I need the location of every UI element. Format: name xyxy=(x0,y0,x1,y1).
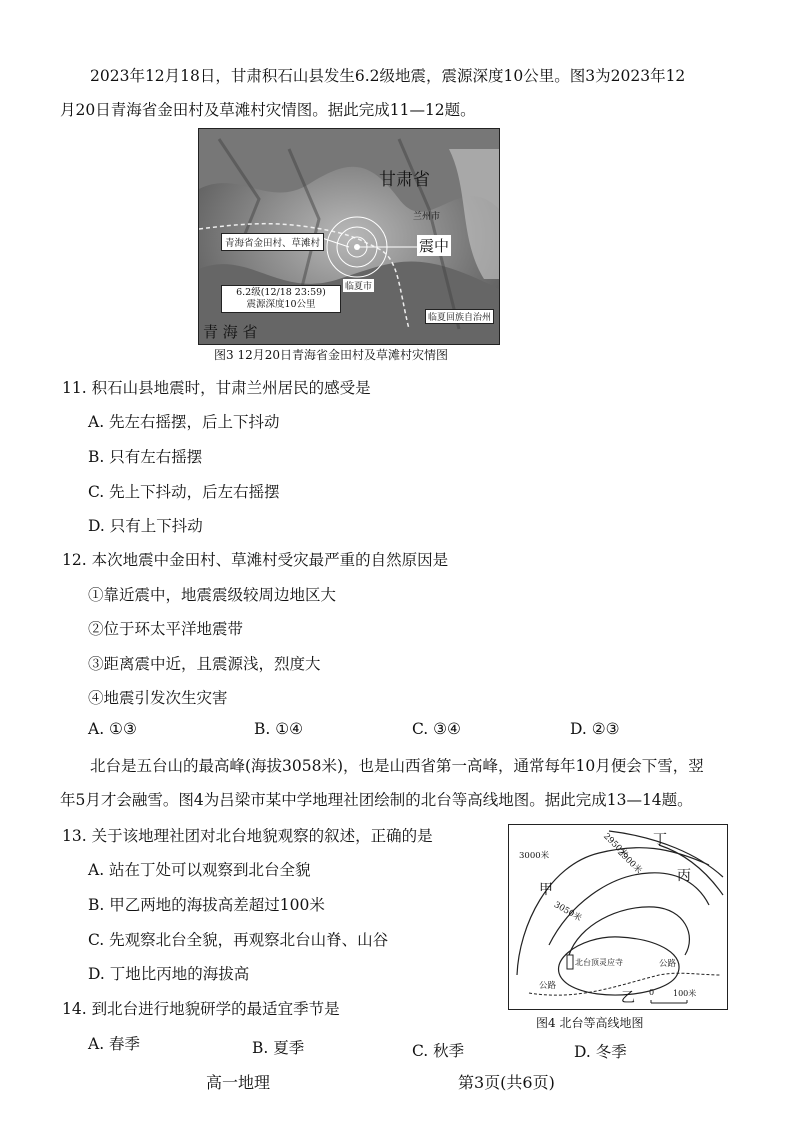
contour-map xyxy=(508,824,728,1010)
label-gansu: 甘肃省 xyxy=(379,170,430,190)
contour-label-3000: 3000米 xyxy=(519,851,550,861)
disaster-map xyxy=(198,128,500,345)
q13-option-a: A. 站在丁处可以观察到北台全貌 xyxy=(88,861,311,879)
scale-100: 100米 xyxy=(673,989,697,998)
q12-item-4: ④地震引发次生灾害 xyxy=(88,689,228,707)
road-label-2: 公路 xyxy=(659,959,677,969)
q12-item-1: ①靠近震中，地震震级较周边地区大 xyxy=(88,586,337,604)
q14-option-a: A. 春季 xyxy=(88,1035,141,1053)
q12-option-b: B. ①④ xyxy=(254,720,304,738)
scale-zero: 0 xyxy=(649,988,655,997)
label-linxia-zhou: 临夏回族自治州 xyxy=(425,309,494,324)
intro2-line1: 北台是五台山的最高峰(海拔3058米)，也是山西省第一高峰，通常每年10月便会下雪，翌 xyxy=(90,757,704,775)
q14-option-b: B. 夏季 xyxy=(252,1039,305,1057)
intro2-line2: 年5月才会融雪。图4为吕梁市某中学地理社团绘制的北台等高线地图。据此完成13—14题。 xyxy=(60,791,693,809)
map2-caption: 图4 北台等高线地图 xyxy=(536,1016,644,1030)
q11-option-a: A. 先左右摇摆，后上下抖动 xyxy=(88,413,280,431)
q13-stem: 13. 关于该地理社团对北台地貌观察的叙述，正确的是 xyxy=(62,827,433,845)
q14-option-d: D. 冬季 xyxy=(574,1043,627,1061)
footer-subject: 高一地理 xyxy=(206,1073,271,1092)
point-ding: 丁 xyxy=(653,832,667,848)
quake-info-box xyxy=(221,285,341,313)
footer-page: 第3页(共6页) xyxy=(458,1073,555,1092)
label-villages: 青海省金田村、草滩村 xyxy=(221,233,324,251)
q12-item-3: ③距离震中近，且震源浅，烈度大 xyxy=(88,655,321,673)
q11-option-b: B. 只有左右摇摆 xyxy=(88,448,203,466)
temple-label: 北台顶灵应寺 xyxy=(575,958,623,967)
q13-option-b: B. 甲乙两地的海拔高差超过100米 xyxy=(88,896,325,914)
point-yi: 乙 xyxy=(621,990,635,1006)
map1-caption: 图3 12月20日青海省金田村及草滩村灾情图 xyxy=(214,348,448,362)
intro1-line1: 2023年12月18日，甘肃积石山县发生6.2级地震，震源深度10公里。图3为2023年12 xyxy=(90,67,686,85)
q14-option-c: C. 秋季 xyxy=(412,1042,465,1060)
contour-label-2900: 2900米 xyxy=(615,847,644,876)
label-qinghai: 青 海 省 xyxy=(203,323,258,341)
q12-stem: 12. 本次地震中金田村、草滩村受灾最严重的自然原因是 xyxy=(62,551,449,569)
point-jia: 甲 xyxy=(539,882,553,898)
q11-stem: 11. 积石山县地震时，甘肃兰州居民的感受是 xyxy=(62,379,371,397)
label-lanzhou: 兰州市 xyxy=(413,212,441,222)
contour-label-3050: 3050米 xyxy=(552,900,584,924)
q13-option-c: C. 先观察北台全貌，再观察北台山脊、山谷 xyxy=(88,931,389,949)
q13-option-d: D. 丁地比丙地的海拔高 xyxy=(88,965,250,983)
q11-option-c: C. 先上下抖动，后左右摇摆 xyxy=(88,483,280,501)
q12-item-2: ②位于环太平洋地震带 xyxy=(88,620,244,638)
label-depth: 震源深度10公里 xyxy=(246,299,316,310)
label-linxia: 临夏市 xyxy=(343,279,374,292)
q14-stem: 14. 到北台进行地貌研学的最适宜季节是 xyxy=(62,1000,340,1018)
q12-option-d: D. ②③ xyxy=(570,720,620,738)
contour-label-2950: 2950米 xyxy=(601,831,630,860)
label-quake: 6.2级(12/18 23:59) xyxy=(236,287,326,298)
q12-option-c: C. ③④ xyxy=(412,720,461,738)
q11-option-d: D. 只有上下抖动 xyxy=(88,517,203,535)
intro1-line2: 月20日青海省金田村及草滩村灾情图。据此完成11—12题。 xyxy=(60,101,476,119)
label-epicenter: 震中 xyxy=(419,237,450,255)
q12-option-a: A. ①③ xyxy=(88,720,137,738)
road-label-1: 公路 xyxy=(539,981,557,991)
point-bing: 丙 xyxy=(677,868,691,884)
